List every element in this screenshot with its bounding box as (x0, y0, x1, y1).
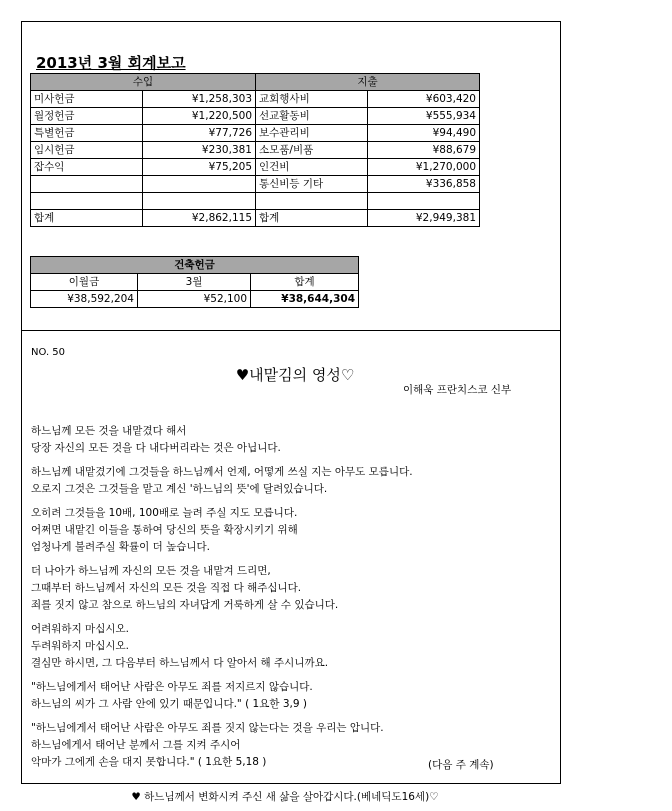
column-paragraph (31, 464, 551, 498)
column-body (31, 423, 551, 778)
income-amount (143, 176, 256, 193)
continued-note: (다음 주 계속) (428, 759, 494, 771)
report-title: 2013년 3월 회계보고 (36, 54, 186, 72)
building-header-carryover: 이월금 (31, 274, 138, 291)
income-amount: ¥75,205 (143, 159, 256, 176)
expense-amount: ¥555,934 (368, 108, 480, 125)
income-amount: ¥77,726 (143, 125, 256, 142)
income-amount: ¥1,220,500 (143, 108, 256, 125)
account-row (31, 91, 480, 108)
income-label: 임시헌금 (31, 142, 143, 159)
column-line: 결심만 하시면, 그 다음부터 하느님께서 다 알아서 해 주시니까요. (31, 657, 329, 669)
expense-amount: ¥94,490 (368, 125, 480, 142)
account-row (31, 142, 480, 159)
expense-amount (368, 193, 480, 210)
income-header: 수입 (31, 74, 256, 91)
expense-label: 교회행사비 (256, 91, 368, 108)
building-fund-table (30, 256, 359, 308)
expense-label: 소모품/비품 (256, 142, 368, 159)
building-value-total: ¥38,644,304 (251, 291, 359, 308)
column-line: "하느님에게서 태어난 사람은 아무도 죄를 저지르지 않습니다. (31, 681, 313, 693)
column-line: 하느님께 모든 것을 내맡겼다 해서 (31, 425, 187, 437)
column-paragraph (31, 621, 551, 672)
account-row (31, 108, 480, 125)
column-line: 하느님의 씨가 그 사람 안에 있기 때문입니다." ( 1요한 3,9 ) (31, 698, 307, 710)
column-line: 오히려 그것들을 10배, 100배로 늘려 주실 지도 모릅니다. (31, 507, 298, 519)
column-line: 더 나아가 하느님께 자신의 모든 것을 내맡겨 드리면, (31, 565, 271, 577)
column-line: 하느님에게서 태어난 분께서 그를 지켜 주시어 (31, 739, 241, 751)
column-line: 엄청나게 불려주실 확률이 더 높습니다. (31, 541, 210, 553)
column-paragraph (31, 679, 551, 713)
column-line: 오로지 그것은 그것들을 맡고 계신 '하느님의 뜻'에 달려있습니다. (31, 483, 328, 495)
income-label: 잡수익 (31, 159, 143, 176)
expense-amount: ¥336,858 (368, 176, 480, 193)
accounts-table (30, 73, 480, 227)
account-row (31, 210, 480, 227)
column-line: "하느님에게서 태어난 사람은 아무도 죄를 짓지 않는다는 것을 우리는 압니다. (31, 722, 384, 734)
expense-amount: ¥1,270,000 (368, 159, 480, 176)
income-label: 특별헌금 (31, 125, 143, 142)
building-fund-caption: 건축헌금 (31, 257, 359, 274)
column-line: 악마가 그에게 손을 대지 못합니다." ( 1요한 5,18 ) (31, 756, 267, 768)
building-value-carryover: ¥38,592,204 (31, 291, 138, 308)
building-value-march: ¥52,100 (138, 291, 251, 308)
column-line: 어쩌면 내맡긴 이들을 통하여 당신의 뜻을 확장시키기 위해 (31, 524, 298, 536)
column-line: 당장 자신의 모든 것을 다 내다버리라는 것은 아닙니다. (31, 442, 281, 454)
account-row (31, 176, 480, 193)
account-row (31, 193, 480, 210)
income-label (31, 193, 143, 210)
income-amount (143, 193, 256, 210)
section-divider (21, 330, 561, 331)
expense-label: 합계 (256, 210, 368, 227)
expense-label: 보수관리비 (256, 125, 368, 142)
accounts-body (31, 91, 480, 227)
column-title: ♥내맡김의 영성♡ (235, 366, 355, 384)
expense-label: 인건비 (256, 159, 368, 176)
income-label: 미사헌금 (31, 91, 143, 108)
column-paragraph (31, 563, 551, 614)
account-row (31, 159, 480, 176)
income-amount: ¥2,862,115 (143, 210, 256, 227)
building-header-march: 3월 (138, 274, 251, 291)
expense-amount: ¥603,420 (368, 91, 480, 108)
column-paragraph (31, 505, 551, 556)
column-line: 죄를 짓지 않고 참으로 하느님의 자녀답게 거룩하게 살 수 있습니다. (31, 599, 339, 611)
expense-label (256, 193, 368, 210)
expense-amount: ¥88,679 (368, 142, 480, 159)
expense-label: 선교활동비 (256, 108, 368, 125)
column-line: 하느님께 내맡겼기에 그것들을 하느님께서 언제, 어떻게 쓰실 지는 아무도 모릅니다. (31, 466, 413, 478)
column-line: 그때부터 하느님께서 자신의 모든 것을 직접 다 해주십니다. (31, 582, 302, 594)
expense-amount: ¥2,949,381 (368, 210, 480, 227)
account-row (31, 125, 480, 142)
income-label: 월정헌금 (31, 108, 143, 125)
income-label: 합계 (31, 210, 143, 227)
column-line: 두려워하지 마십시오. (31, 640, 129, 652)
column-paragraph (31, 423, 551, 457)
footer-motto: ♥ 하느님께서 변화시켜 주신 새 삶을 살아갑시다.(베네딕도16세)♡ (131, 791, 439, 803)
column-author: 이해욱 프란치스코 신부 (403, 384, 512, 396)
income-amount: ¥1,258,303 (143, 91, 256, 108)
column-line: 어려워하지 마십시오. (31, 623, 129, 635)
expense-header: 지출 (256, 74, 480, 91)
income-label (31, 176, 143, 193)
issue-number: NO. 50 (31, 347, 66, 358)
income-amount: ¥230,381 (143, 142, 256, 159)
building-header-total: 합계 (251, 274, 359, 291)
expense-label: 통신비등 기타 (256, 176, 368, 193)
